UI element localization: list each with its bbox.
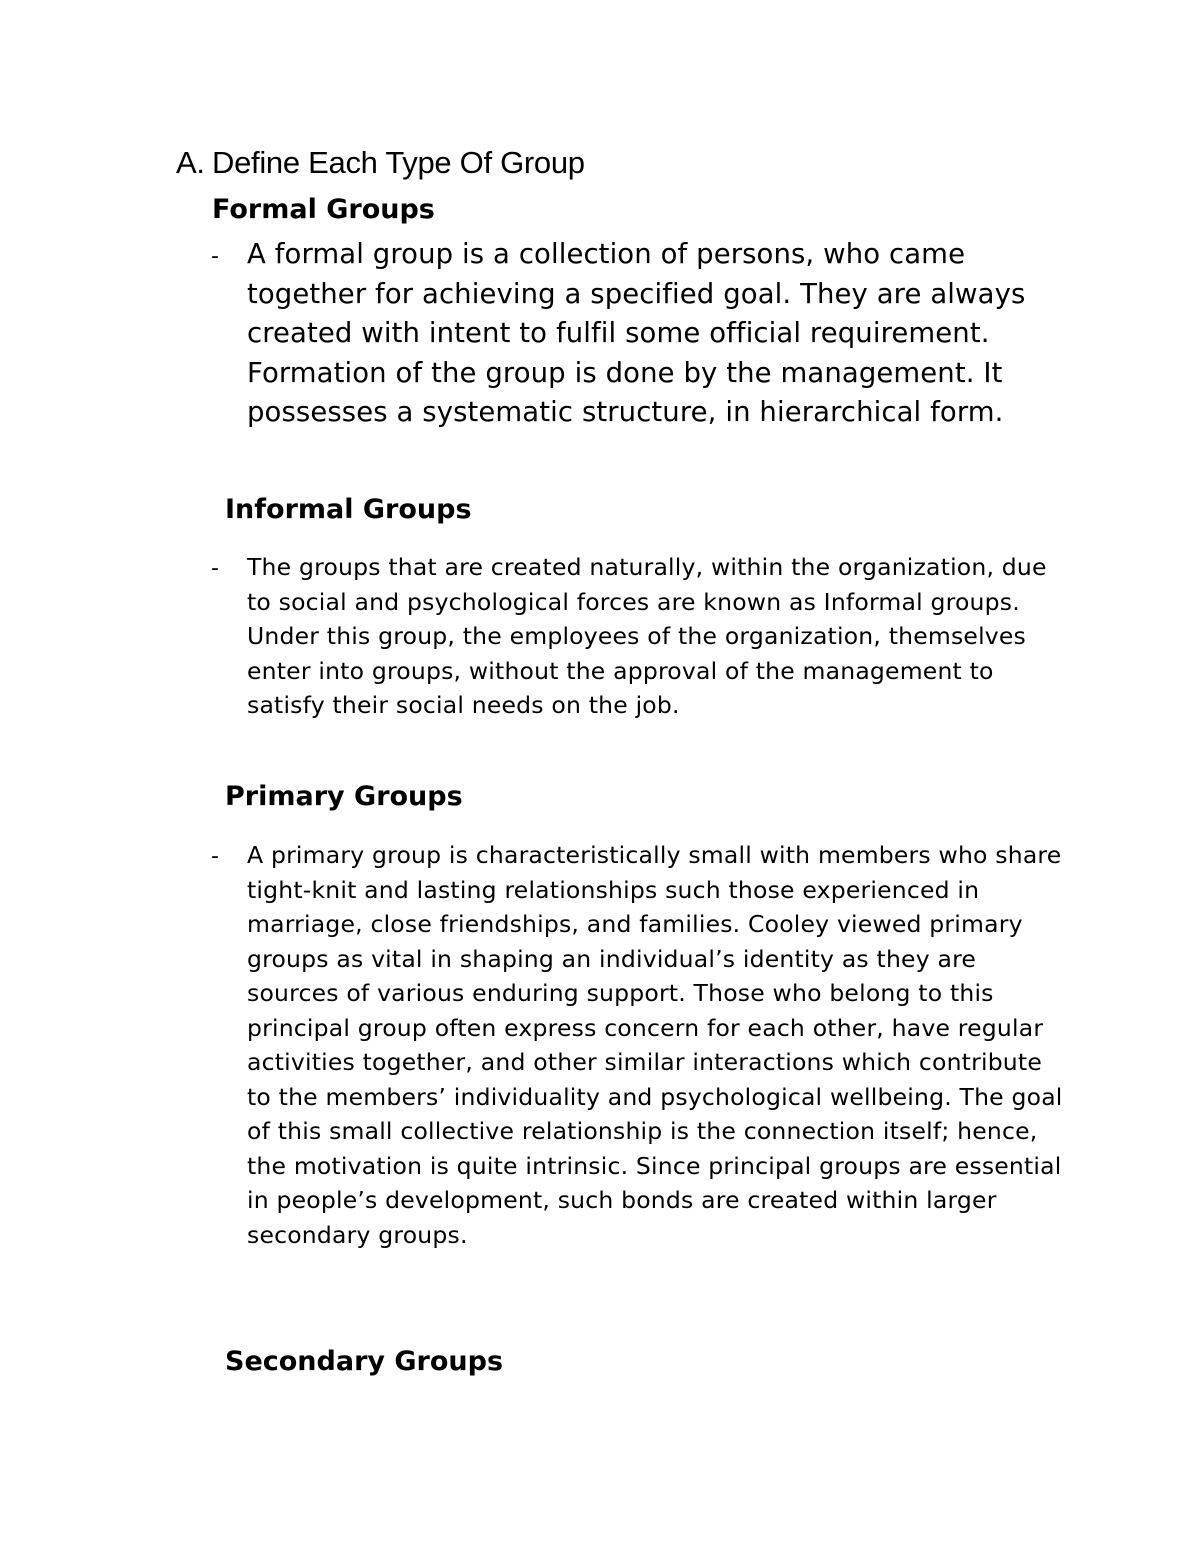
section-title-secondary-groups: Secondary Groups [225, 1346, 504, 1377]
list-marker: A. [176, 145, 205, 180]
section-text-primary-groups: A primary group is characteristically small with members who share tight-knit and lasting relationships such those experienced in marriage, close friendships, and families. Cooley viewed primary groups as vital in shaping an individual’s identity as they are sources of various enduring support. Those who belong to this principal group often express concern for each other, have regular activities together, and other similar interactions which contribute to the members’ individuality and psychological wellbeing. The goal of this small collective relationship is the connection itself; hence, the motivation is quite intrinsic. Since principal groups are essential in people’s development, such bonds are created within larger secondary groups. [247, 841, 1063, 1249]
bullet-dash: - [211, 556, 219, 581]
section-text-informal-groups: The groups that are created naturally, within the organization, due to social and psychological forces are known as Informal groups. Under this group, the employees of the organization, themselves enter into groups, without the approval of the management to satisfy their social needs on the job. [247, 553, 1047, 719]
section-title-informal-groups: Informal Groups [225, 494, 472, 525]
bullet-dash: - [211, 244, 219, 269]
section-text-formal-groups: A formal group is a collection of persons, who came together for achieving a specified goal. They are always created with intent to fulfil some official requirement. Formation of the group is done by the management. It possesses a systematic structure, in hierarchical form. [247, 238, 1026, 429]
section-title-formal-groups: Formal Groups [212, 194, 435, 225]
main-heading [176, 143, 585, 183]
section-title-primary-groups: Primary Groups [225, 781, 463, 812]
main-heading-text: Define Each Type Of Group [212, 145, 585, 180]
bullet-dash: - [211, 844, 219, 869]
